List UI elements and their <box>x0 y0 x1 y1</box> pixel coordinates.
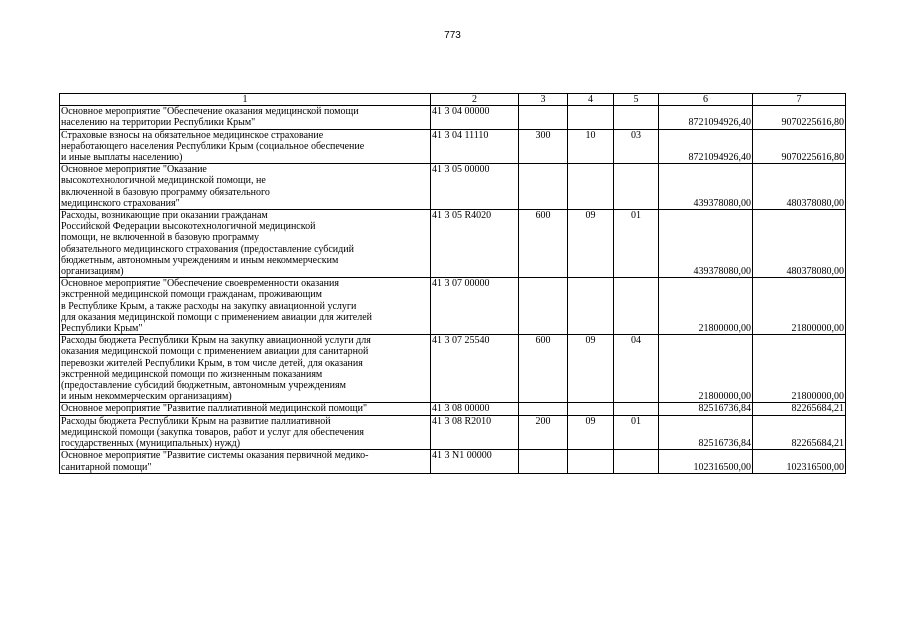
column-header: 7 <box>753 94 846 106</box>
row-subsection-cell <box>614 450 659 473</box>
row-sum-year1-cell: 439378080,00 <box>659 164 753 210</box>
row-name-cell: Основное мероприятие "Оказание высокотехнологичной медицинской помощи, не включенной в базовую программу обязательного медицинского страхования" <box>60 164 431 210</box>
table-row <box>60 106 846 129</box>
row-subsection-cell <box>614 278 659 335</box>
budget-table <box>59 93 846 474</box>
row-type-cell: 200 <box>519 415 568 450</box>
row-section-cell <box>568 278 614 335</box>
table-row <box>60 164 846 210</box>
table-row <box>60 450 846 473</box>
row-name-cell: Расходы, возникающие при оказании гражданам Российской Федерации высокотехнологичной медицинской помощи, не включенной в базовую программу обязательного медицинского страхования (предоставление субсидий бюджетным, автономным учреждениям и иным некоммерческим организациям) <box>60 210 431 278</box>
row-section-cell: 10 <box>568 129 614 164</box>
table-row <box>60 335 846 403</box>
row-sum-year2-cell: 480378080,00 <box>753 164 846 210</box>
row-name-cell: Основное мероприятие "Обеспечение оказания медицинской помощи населению на территории Республики Крым" <box>60 106 431 129</box>
row-section-cell: 09 <box>568 415 614 450</box>
table-row <box>60 403 846 415</box>
row-sum-year2-cell: 82265684,21 <box>753 403 846 415</box>
row-sum-year1-cell: 82516736,84 <box>659 403 753 415</box>
column-header: 4 <box>568 94 614 106</box>
row-type-cell: 600 <box>519 210 568 278</box>
row-code-cell: 41 3 04 00000 <box>431 106 519 129</box>
row-type-cell <box>519 450 568 473</box>
table-row <box>60 210 846 278</box>
row-subsection-cell: 04 <box>614 335 659 403</box>
row-section-cell <box>568 403 614 415</box>
row-sum-year1-cell: 8721094926,40 <box>659 106 753 129</box>
table-row <box>60 278 846 335</box>
row-section-cell: 09 <box>568 210 614 278</box>
table-row <box>60 129 846 164</box>
row-sum-year2-cell: 102316500,00 <box>753 450 846 473</box>
table-header-row <box>60 94 846 106</box>
row-type-cell: 600 <box>519 335 568 403</box>
row-code-cell: 41 3 07 25540 <box>431 335 519 403</box>
column-header: 2 <box>431 94 519 106</box>
row-name-cell: Основное мероприятие "Обеспечение своевременности оказания экстренной медицинской помощи гражданам, проживающим в Республике Крым, а также расходы на закупку авиационной услуги для оказания медицинской помощи с применением авиации для жителей Республики Крым" <box>60 278 431 335</box>
row-section-cell <box>568 450 614 473</box>
row-sum-year2-cell: 480378080,00 <box>753 210 846 278</box>
row-code-cell: 41 3 05 00000 <box>431 164 519 210</box>
row-sum-year2-cell: 9070225616,80 <box>753 129 846 164</box>
row-subsection-cell <box>614 403 659 415</box>
row-name-cell: Основное мероприятие "Развитие системы оказания первичной медико- санитарной помощи" <box>60 450 431 473</box>
row-sum-year1-cell: 8721094926,40 <box>659 129 753 164</box>
row-type-cell <box>519 403 568 415</box>
row-section-cell <box>568 106 614 129</box>
row-name-cell: Основное мероприятие "Развитие паллиативной медицинской помощи" <box>60 403 431 415</box>
row-name-cell: Расходы бюджета Республики Крым на закупку авиационной услуги для оказания медицинской помощи с применением авиации для санитарной перевозки жителей Республики Крым, в том числе детей, для оказания экстренной медицинской помощи по жизненным показаниям (предоставление субсидий бюджетным, автономным учреждениям и иным некоммерческим организациям) <box>60 335 431 403</box>
row-code-cell: 41 3 N1 00000 <box>431 450 519 473</box>
row-type-cell <box>519 106 568 129</box>
column-header: 6 <box>659 94 753 106</box>
row-code-cell: 41 3 05 R4020 <box>431 210 519 278</box>
row-sum-year2-cell: 9070225616,80 <box>753 106 846 129</box>
column-header: 1 <box>60 94 431 106</box>
row-sum-year2-cell: 21800000,00 <box>753 278 846 335</box>
row-code-cell: 41 3 08 00000 <box>431 403 519 415</box>
row-type-cell: 300 <box>519 129 568 164</box>
row-section-cell: 09 <box>568 335 614 403</box>
row-sum-year1-cell: 102316500,00 <box>659 450 753 473</box>
row-sum-year2-cell: 21800000,00 <box>753 335 846 403</box>
row-code-cell: 41 3 04 11110 <box>431 129 519 164</box>
row-subsection-cell <box>614 106 659 129</box>
table-row <box>60 415 846 450</box>
row-type-cell <box>519 278 568 335</box>
row-code-cell: 41 3 07 00000 <box>431 278 519 335</box>
row-section-cell <box>568 164 614 210</box>
page-number: 773 <box>444 30 461 41</box>
row-subsection-cell <box>614 164 659 210</box>
row-sum-year1-cell: 439378080,00 <box>659 210 753 278</box>
row-subsection-cell: 01 <box>614 415 659 450</box>
row-type-cell <box>519 164 568 210</box>
row-name-cell: Страховые взносы на обязательное медицинское страхование неработающего населения Республики Крым (социальное обеспечение и иные выплаты населению) <box>60 129 431 164</box>
row-code-cell: 41 3 08 R2010 <box>431 415 519 450</box>
row-sum-year2-cell: 82265684,21 <box>753 415 846 450</box>
row-subsection-cell: 03 <box>614 129 659 164</box>
row-subsection-cell: 01 <box>614 210 659 278</box>
row-sum-year1-cell: 82516736,84 <box>659 415 753 450</box>
row-name-cell: Расходы бюджета Республики Крым на развитие паллиативной медицинской помощи (закупка товаров, работ и услуг для обеспечения государственных (муниципальных) нужд) <box>60 415 431 450</box>
row-sum-year1-cell: 21800000,00 <box>659 335 753 403</box>
row-sum-year1-cell: 21800000,00 <box>659 278 753 335</box>
column-header: 5 <box>614 94 659 106</box>
column-header: 3 <box>519 94 568 106</box>
